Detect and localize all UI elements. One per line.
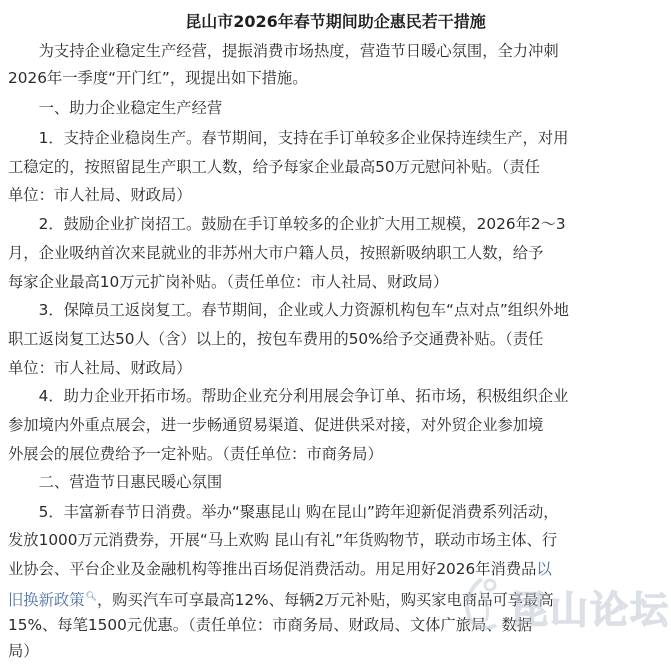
- paragraph-line: 5．丰富新春节日消费。举办“聚惠昆山 购在昆山”跨年迎新促消费系列活动，: [8, 503, 559, 521]
- policy-link-start[interactable]: 以: [536, 560, 552, 578]
- paragraph-line: 工稳定的，按照留昆生产职工人数，给予每家企业最高50万元慰问补贴。（责任: [8, 158, 540, 176]
- paragraph-line: 15%、每笔1500元优惠。（责任单位：市商务局、财政局、文体广旅局、数据: [8, 616, 533, 634]
- search-icon[interactable]: 🔍︎: [85, 592, 97, 602]
- paragraph-line: 外展会的展位费给予一定补贴。（责任单位：市商务局）: [8, 445, 383, 463]
- page-title: 昆山市2026年春节期间助企惠民若干措施: [185, 12, 486, 31]
- paragraph-line: 每家企业最高10万元扩岗补贴。（责任单位：市人社局、财政局）: [8, 273, 449, 291]
- paragraph-line: 单位：市人社局、财政局）: [8, 359, 192, 377]
- watermark-text: 昆山论坛: [510, 588, 671, 632]
- paragraph-line: 职工返岗复工达50人（含）以上的，按包车费用的50%给予交通费补贴。（责任: [8, 330, 544, 348]
- paragraph-line: 参加境内外重点展会，进一步畅通贸易渠道、促进供采对接，对外贸企业参加境: [8, 416, 544, 434]
- paragraph-line: [8, 556, 552, 582]
- paragraph-line: 1．支持企业稳岗生产。春节期间，支持在手订单较多企业保持连续生产，对用: [8, 129, 569, 147]
- paragraph-line: 4．助力企业开拓市场。帮助企业充分利用展会争订单、拓市场，积极组织企业: [8, 387, 569, 405]
- paragraph-line: 2．鼓励企业扩岗招工。鼓励在手订单较多的企业扩大用工规模，2026年2～3: [8, 215, 566, 233]
- line-text: ，购买汽车可享最高12%、每辆2万元补贴，购买家电商品可享最高: [96, 591, 554, 610]
- section-heading-1: 一、助力企业稳定生产经营: [8, 99, 223, 117]
- paragraph-line: 发放1000万元消费券，开展“马上欢购 昆山有礼”年货购物节，联动市场主体、行: [8, 531, 558, 549]
- section-heading-2: 二、营造节日惠民暖心氛围: [8, 473, 223, 491]
- paragraph-line: 为支持企业稳定生产经营，提振消费市场热度，营造节日暖心氛围，全力冲刺: [8, 42, 559, 60]
- paragraph-line: 单位：市人社局、财政局）: [8, 186, 192, 204]
- paragraph-line: 局）: [8, 642, 39, 660]
- paragraph-line: 月，企业吸纳首次来昆就业的非苏州大市户籍人员，按照新吸纳职工人数，给予: [8, 244, 544, 262]
- paragraph-line: 2026年一季度“开门红”，现提出如下措施。: [8, 69, 308, 87]
- policy-link[interactable]: 旧换新政策: [8, 591, 85, 610]
- paragraph-line: 3．保障员工返岗复工。春节期间，企业或人力资源机构包车“点对点”组织外地: [8, 301, 569, 319]
- line-text: 业协会、平台企业及金融机构等推出百场促消费活动。用足用好2026年消费品: [8, 560, 537, 578]
- paragraph-line: [8, 584, 554, 610]
